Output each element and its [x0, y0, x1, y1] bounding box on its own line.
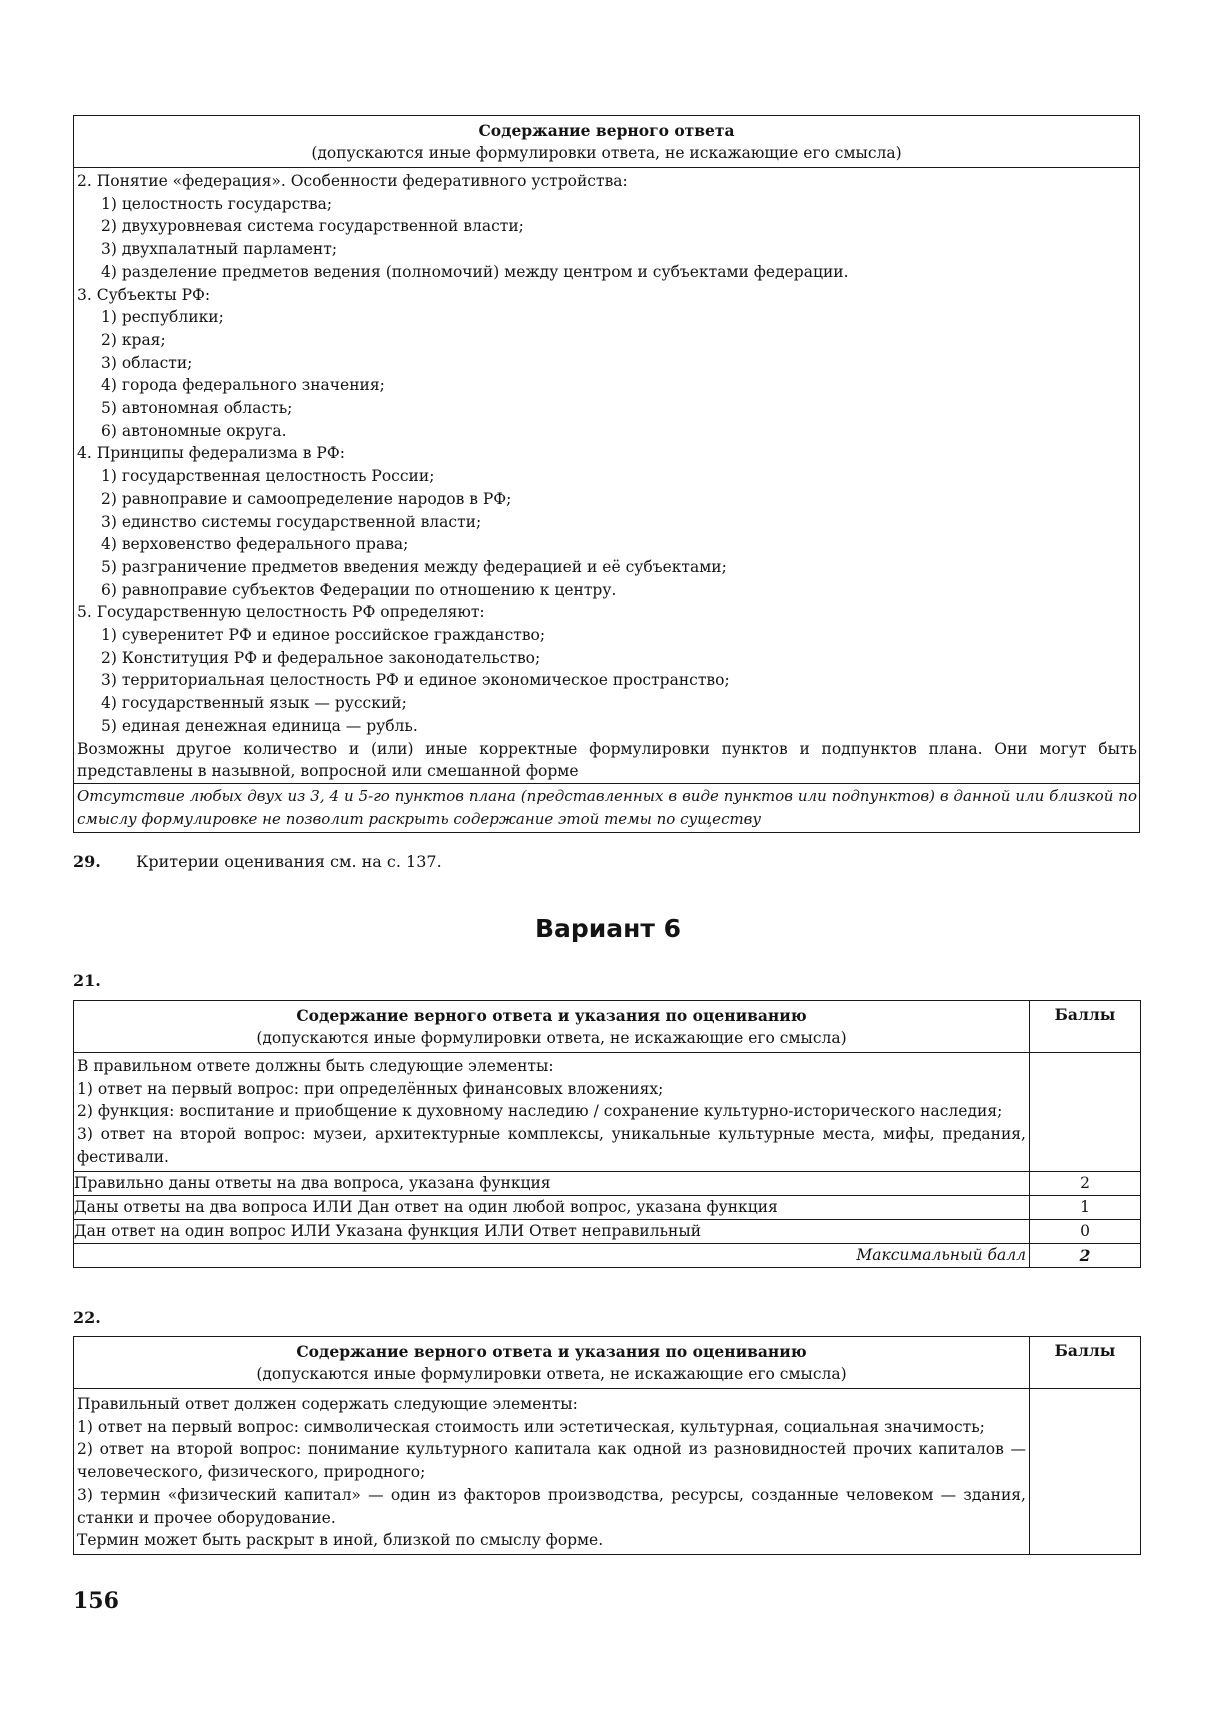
task-22-content-points: [1030, 1389, 1141, 1555]
plan-table-header: [74, 116, 1140, 168]
task-21-header-title: Содержание верного ответа и указания по оцениванию: [296, 1006, 807, 1025]
task-22-content-line: Термин может быть раскрыт в иной, близкой по смыслу форме.: [77, 1531, 604, 1550]
plan-subitem: 2) двухуровневая система государственной власти;: [101, 217, 524, 236]
task-21-max-label: Максимальный балл: [74, 1243, 1030, 1267]
task-21-max-points: 2: [1030, 1243, 1141, 1267]
plan-item: 5. Государственную целостность РФ определяют:: [77, 603, 485, 622]
task-21-table: [73, 1000, 1141, 1268]
plan-subitem: 1) государственная целостность России;: [101, 467, 435, 486]
plan-subitem: 3) территориальная целостность РФ и единое экономическое пространство;: [101, 671, 730, 690]
task-21-row-points: 2: [1030, 1171, 1141, 1195]
task-21-row-text: Даны ответы на два вопроса ИЛИ Дан ответ на один любой вопрос, указана функция: [74, 1195, 1030, 1219]
plan-subitem: 2) равноправие и самоопределение народов в РФ;: [101, 489, 512, 508]
task-21-number: 21.: [73, 971, 101, 990]
task-22-table: [73, 1336, 1141, 1555]
plan-subitem: 5) единая денежная единица — рубль.: [101, 716, 418, 735]
plan-subitem: 4) разделение предметов ведения (полномочий) между центром и субъектами федерации.: [101, 262, 849, 281]
plan-subitem: 2) края;: [101, 330, 166, 349]
plan-subitem: 4) города федерального значения;: [101, 376, 385, 395]
plan-note: Возможны другое количество и (или) иные корректные формулировки пунктов и подпунктов плана. Они могут быть представлены в назывной, вопросной или смешанной форме: [77, 739, 1137, 781]
item-29-text: Критерии оценивания см. на с. 137.: [136, 852, 442, 871]
task-21-header-subtitle: (допускаются иные формулировки ответа, не искажающие его смысла): [256, 1029, 847, 1047]
plan-content-cell: [74, 168, 1140, 784]
task-22-content-cell: [74, 1389, 1030, 1555]
plan-subitem: 1) суверенитет РФ и единое российское гражданство;: [101, 626, 546, 645]
task-21-row-text: Правильно даны ответы на два вопроса, указана функция: [74, 1171, 1030, 1195]
plan-subitem: 6) равноправие субъектов Федерации по отношению к центру.: [101, 580, 617, 599]
plan-subitem: 3) двухпалатный парламент;: [101, 240, 338, 259]
task-21-content-line: 1) ответ на первый вопрос: при определённых финансовых вложениях;: [77, 1079, 664, 1098]
plan-subitem: 1) республики;: [101, 308, 224, 327]
plan-subitem: 5) разграничение предметов введения между федерацией и её субъектами;: [101, 557, 727, 576]
plan-italic-cell: [74, 783, 1140, 832]
plan-lines: [74, 170, 1139, 738]
plan-item: 4. Принципы федерализма в РФ:: [77, 444, 345, 463]
task-21-row-points: 1: [1030, 1195, 1141, 1219]
plan-item: 2. Понятие «федерация». Особенности федеративного устройства:: [77, 172, 628, 190]
task-21-content-cell: [74, 1053, 1030, 1172]
task-22-header-subtitle: (допускаются иные формулировки ответа, не искажающие его смысла): [256, 1365, 847, 1383]
plan-subitem: 4) верховенство федерального права;: [101, 535, 409, 554]
plan-subitem: 3) единство системы государственной власти;: [101, 512, 482, 531]
task-21-content-points: [1030, 1053, 1141, 1172]
task-21-header: [74, 1001, 1030, 1053]
task-22-header: [74, 1337, 1030, 1389]
task-22-header-title: Содержание верного ответа и указания по оцениванию: [296, 1342, 807, 1361]
plan-subitem: 5) автономная область;: [101, 399, 293, 418]
variant-title: Вариант 6: [534, 914, 682, 943]
plan-header-title: Содержание верного ответа: [478, 121, 735, 140]
plan-answer-table: [73, 115, 1140, 833]
page-number: 156: [73, 1588, 119, 1614]
task-21-content-line: 3) ответ на второй вопрос: музеи, архитектурные комплексы, уникальные культурные места, мифы, предания, фестивали.: [77, 1125, 1026, 1166]
plan-italic-note: Отсутствие любых двух из 3, 4 и 5-го пунктов плана (представленных в виде пунктов или подпунктов) в данной или близкой по смыслу формулировке не позволит раскрыть содержание этой темы по существу: [77, 786, 1137, 828]
task-22-number: 22.: [73, 1308, 101, 1327]
plan-subitem: 2) Конституция РФ и федеральное законодательство;: [101, 648, 541, 667]
plan-subitem: 6) автономные округа.: [101, 421, 287, 440]
plan-subitem: 1) целостность государства;: [101, 194, 333, 213]
task-22-content-line: 2) ответ на второй вопрос: понимание культурного капитала как одной из разновидностей прочих капиталов — человеческого, физического, природного;: [77, 1440, 1026, 1482]
plan-item: 3. Субъекты РФ:: [77, 285, 211, 304]
task-21-row-points: 0: [1030, 1219, 1141, 1243]
task-21-points-header: Баллы: [1030, 1001, 1141, 1053]
task-21-content-line: 2) функция: воспитание и приобщение к духовному наследию / сохранение культурно-исторического наследия;: [77, 1102, 1003, 1121]
plan-subitem: 4) государственный язык — русский;: [101, 694, 407, 713]
task-22-content-line: Правильный ответ должен содержать следующие элементы:: [77, 1395, 578, 1413]
task-22-content-line: 1) ответ на первый вопрос: символическая стоимость или эстетическая, культурная, социальная значимость;: [77, 1417, 985, 1436]
task-22-content-line: 3) термин «физический капитал» — один из факторов производства, ресурсы, созданные человеком — здания, станки и прочее оборудование.: [77, 1485, 1026, 1527]
task-21-row-text: Дан ответ на один вопрос ИЛИ Указана функция ИЛИ Ответ неправильный: [74, 1219, 1030, 1243]
plan-header-subtitle: (допускаются иные формулировки ответа, не искажающие его смысла): [311, 144, 902, 162]
task-22-points-header: Баллы: [1030, 1337, 1141, 1389]
plan-subitem: 3) области;: [101, 353, 193, 372]
item-29-number: 29.: [73, 852, 101, 871]
task-21-content-line: В правильном ответе должны быть следующие элементы:: [77, 1057, 554, 1075]
